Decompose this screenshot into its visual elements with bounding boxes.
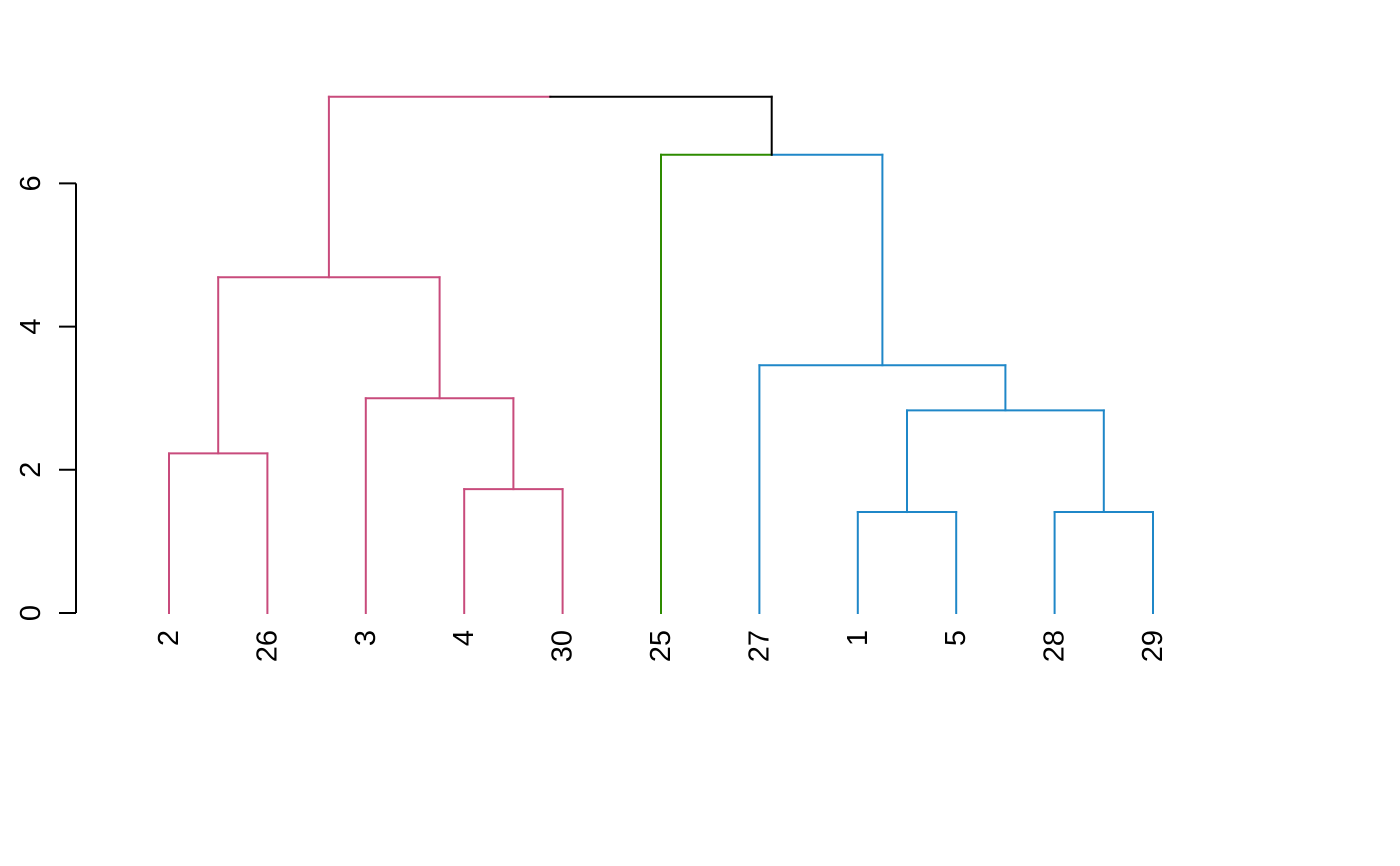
leaf-label: 3: [349, 630, 382, 647]
leaf-label: 30: [546, 630, 579, 663]
leaf-label: 1: [841, 630, 874, 647]
y-tick-label: 2: [15, 461, 47, 478]
leaf-label: 5: [940, 630, 973, 647]
leaf-label: 4: [448, 630, 481, 647]
leaf-label: 27: [743, 630, 776, 663]
leaf-labels: [153, 630, 1169, 662]
y-tick-label: 4: [15, 318, 47, 335]
leaf-label: 26: [251, 630, 284, 663]
leaf-label: 25: [645, 630, 677, 663]
leaf-label: 29: [1137, 630, 1169, 663]
y-tick-label: 6: [15, 175, 47, 192]
leaf-label: 2: [153, 630, 185, 647]
y-tick-label: 0: [15, 604, 47, 622]
y-axis: [15, 175, 76, 621]
dendrogram-branches: [169, 97, 1153, 613]
leaf-label: 28: [1038, 630, 1071, 663]
